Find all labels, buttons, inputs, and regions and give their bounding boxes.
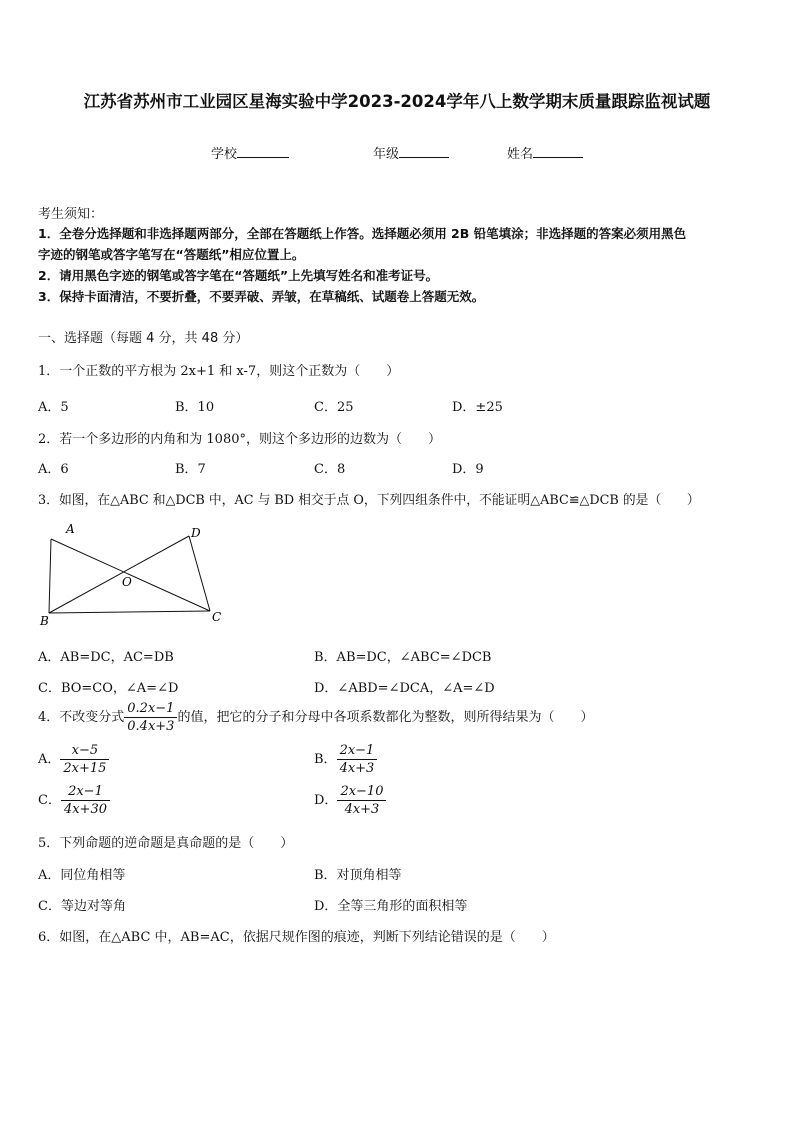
question-5-option-c[interactable]: C．等边对等角	[38, 899, 126, 914]
question-3-stem: 3．如图，在△ABC 和△DCB 中，AC 与 BD 相交于点 O，下列四组条件中，不能证明△ABC≌△DCB 的是（ ）	[38, 493, 700, 508]
segment-dc	[189, 536, 210, 611]
option-label: C．	[38, 793, 61, 808]
question-3-option-a[interactable]: A．AB=DC，AC=DB	[38, 650, 174, 665]
question-3-option-d[interactable]: D．∠ABD=∠DCA，∠A=∠D	[314, 681, 495, 696]
question-4-stem-post: 的值，把它的分子和分母中各项系数都化为整数，则所得结果为（ ）	[177, 710, 594, 725]
school-label: 学校	[211, 147, 238, 162]
label-c: C	[212, 610, 222, 624]
notice-item-3: 3．保持卡面清洁，不要折叠，不要弄破、弄皱，在草稿纸、试题卷上答题无效。	[38, 289, 485, 304]
question-2-option-a[interactable]: A．6	[38, 462, 69, 477]
fraction-numerator: 0.2x−1	[124, 700, 177, 718]
option-fraction	[337, 742, 378, 777]
question-2-option-d[interactable]: D．9	[452, 462, 484, 477]
name-field	[507, 143, 583, 162]
notice-heading: 考生须知：	[38, 207, 104, 222]
fraction-numerator: x−5	[60, 742, 109, 760]
label-b: B	[40, 614, 49, 628]
question-4-option-b[interactable]	[314, 742, 377, 777]
question-5-option-b[interactable]: B．对顶角相等	[314, 868, 402, 883]
segment-bc	[49, 611, 210, 613]
question-3-option-b[interactable]: B．AB=DC，∠ABC=∠DCB	[314, 650, 492, 665]
question-3-figure	[36, 520, 226, 630]
school-blank[interactable]	[237, 145, 289, 158]
fraction-numerator: 2x−10	[337, 783, 386, 801]
question-2-option-c[interactable]: C．8	[314, 462, 346, 477]
question-4-option-d[interactable]	[314, 783, 386, 818]
option-label: A．	[38, 752, 61, 767]
option-label: B．	[314, 752, 337, 767]
question-3-option-c[interactable]: C．BO=CO，∠A=∠D	[38, 681, 179, 696]
notice-item-1-line-2: 字迹的钢笔或答字笔写在“答题纸”相应位置上。	[38, 247, 305, 262]
option-fraction	[337, 783, 386, 818]
name-label: 姓名	[507, 147, 534, 162]
page-title: 江苏省苏州市工业园区星海实验中学2023-2024学年八上数学期末质量跟踪监视试题	[83, 92, 711, 111]
question-2-option-b[interactable]: B．7	[175, 462, 206, 477]
fraction-denominator: 4x+30	[63, 802, 107, 817]
question-6-stem: 6．如图，在△ABC 中，AB=AC，依据尺规作图的痕迹，判断下列结论错误的是（ ）	[38, 930, 555, 945]
question-1-option-d[interactable]: D．±25	[452, 400, 503, 415]
section-title: 一、选择题（每题 4 分，共 48 分）	[38, 331, 249, 346]
grade-field	[373, 143, 449, 162]
question-4-stem	[38, 700, 593, 735]
question-1-option-c[interactable]: C．25	[314, 400, 354, 415]
fraction-numerator: 2x−1	[61, 783, 110, 801]
notice-item-1-line-1: 1．全卷分选择题和非选择题两部分，全部在答题纸上作答。选择题必须用 2B 铅笔填涂；非选择题的答案必须用黑色	[38, 226, 687, 241]
question-5-stem: 5．下列命题的逆命题是真命题的是（ ）	[38, 836, 294, 851]
option-fraction	[60, 742, 109, 777]
label-d: D	[191, 526, 201, 540]
fraction-denominator: 4x+3	[339, 761, 375, 776]
question-4-option-a[interactable]	[38, 742, 109, 777]
question-4-fraction	[124, 700, 177, 735]
fraction-denominator: 2x+15	[63, 761, 107, 776]
question-2-stem: 2．若一个多边形的内角和为 1080°，则这个多边形的边数为（ ）	[38, 432, 441, 447]
segment-ab	[49, 539, 51, 613]
fraction-denominator: 0.4x+3	[127, 719, 175, 734]
question-5-option-a[interactable]: A．同位角相等	[38, 868, 126, 883]
question-4-option-c[interactable]	[38, 783, 110, 818]
question-5-option-d[interactable]: D．全等三角形的面积相等	[314, 899, 468, 914]
label-a: A	[66, 522, 75, 536]
grade-label: 年级	[373, 147, 400, 162]
question-1-stem: 1．一个正数的平方根为 2x+1 和 x-7，则这个正数为（ ）	[38, 364, 400, 379]
fraction-denominator: 4x+3	[344, 802, 380, 817]
name-blank[interactable]	[533, 145, 583, 158]
option-label: D．	[314, 793, 338, 808]
school-field	[211, 143, 289, 162]
label-o: O	[122, 575, 132, 589]
grade-blank[interactable]	[399, 145, 449, 158]
question-1-option-a[interactable]: A．5	[38, 400, 69, 415]
notice-item-2: 2．请用黑色字迹的钢笔或答字笔在“答题纸”上先填写姓名和准考证号。	[38, 268, 439, 283]
fraction-numerator: 2x−1	[337, 742, 378, 760]
option-fraction	[61, 783, 110, 818]
question-1-option-b[interactable]: B．10	[175, 400, 215, 415]
question-4-stem-pre: 4．不改变分式	[38, 710, 125, 725]
